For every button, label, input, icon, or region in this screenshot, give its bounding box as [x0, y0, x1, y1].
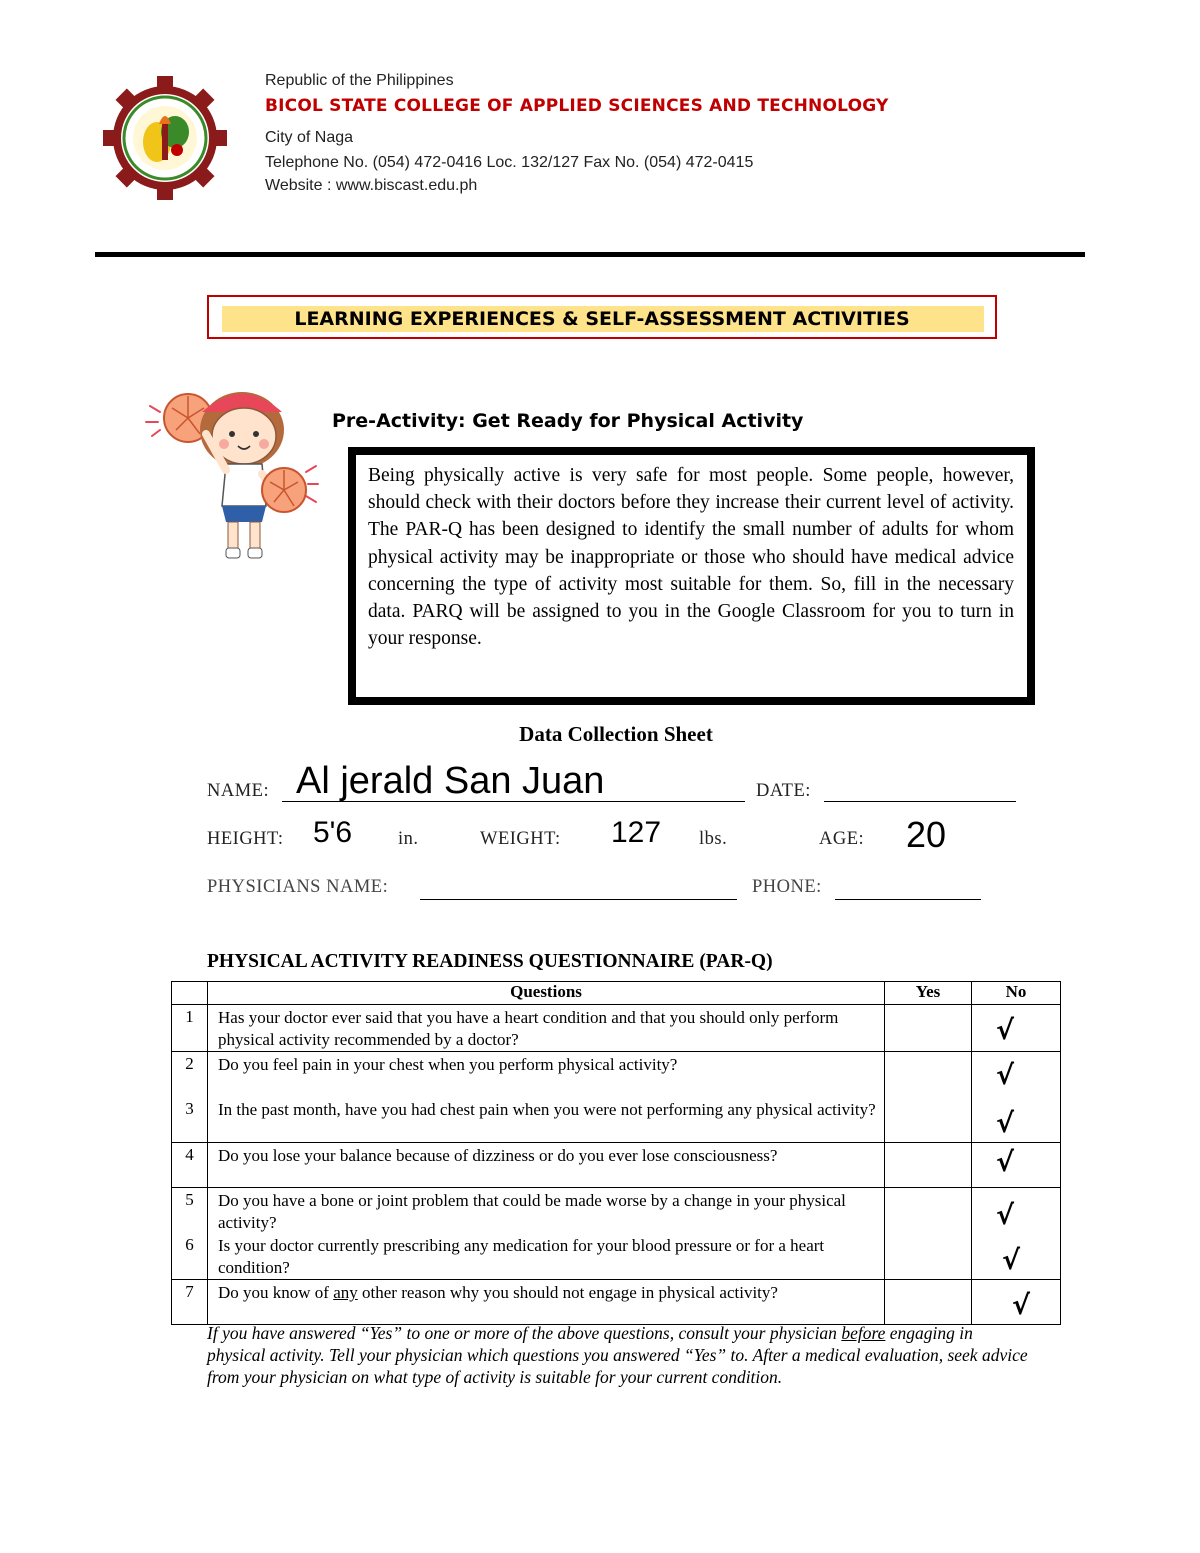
no-answer-cell[interactable] — [972, 1188, 1061, 1280]
website-line: Website : www.biscast.edu.ph — [265, 177, 478, 194]
question-number-cell — [172, 1188, 208, 1280]
check-mark: √ — [996, 1147, 1015, 1178]
yes-column-header: Yes — [885, 982, 972, 1005]
height-field[interactable]: 5'6 — [313, 816, 353, 849]
cheerleader-girl-icon — [140, 378, 320, 564]
table-row — [172, 1143, 1061, 1188]
parq-header-row — [172, 982, 1061, 1005]
name-field[interactable]: Al jerald San Juan — [296, 760, 605, 802]
weight-label: WEIGHT: — [480, 829, 561, 849]
no-answer-cell[interactable] — [972, 1005, 1061, 1052]
phone-underline — [835, 899, 981, 900]
question-text-part: other reason why you should not engage in physical activity? — [357, 1283, 778, 1302]
pre-activity-title: Pre-Activity: Get Ready for Physical Activity — [332, 410, 804, 432]
yes-answer-cell[interactable] — [885, 1052, 972, 1143]
height-label: HEIGHT: — [207, 829, 284, 849]
date-underline — [824, 801, 1016, 802]
no-answer-cell[interactable] — [972, 1280, 1061, 1325]
weight-unit: lbs. — [699, 829, 728, 849]
question-text-cell — [208, 1052, 885, 1143]
question-text-part: Do you know of — [218, 1283, 334, 1302]
city-line: City of Naga — [265, 129, 354, 146]
physician-underline — [420, 899, 737, 900]
question-number: 7 — [172, 1280, 208, 1325]
yes-answer-cell[interactable] — [885, 1005, 972, 1052]
check-mark: √ — [996, 1060, 1015, 1091]
height-unit: in. — [398, 829, 419, 849]
phone-label: PHONE: — [752, 877, 822, 897]
no-column-header: No — [972, 982, 1061, 1005]
check-mark: √ — [996, 1200, 1015, 1231]
yes-answer-cell[interactable] — [885, 1188, 972, 1280]
question-text-cell — [208, 1188, 885, 1280]
note-emphasis: before — [841, 1323, 886, 1343]
question-number: 2 — [185, 1054, 194, 1073]
question-text: Is your doctor currently prescribing any medication for your blood pressure or for a heart condition? — [218, 1236, 825, 1277]
questions-column-header: Questions — [208, 982, 885, 1005]
note-text: engaging in physical activity. Tell your physician which questions you answered “Yes” to. After a medical evaluation, seek advice from your physician on what type of activity is suitable for your current condition. — [207, 1323, 1028, 1387]
question-text: Do you have a bone or joint problem that could be made worse by a change in your physical activity? — [218, 1191, 846, 1232]
question-text-emphasis: any — [333, 1283, 358, 1302]
physician-label: PHYSICIANS NAME: — [207, 877, 389, 897]
yes-answer-cell[interactable] — [885, 1143, 972, 1188]
college-seal-logo — [103, 76, 227, 200]
no-answer-cell[interactable] — [972, 1052, 1061, 1143]
question-text: Has your doctor ever said that you have a heart condition and that you should only perform physical activity recommended by a doctor? — [208, 1005, 885, 1052]
name-label: NAME: — [207, 781, 270, 801]
check-mark: √ — [996, 1015, 1015, 1046]
data-sheet-title: Data Collection Sheet — [519, 722, 713, 746]
question-number: 3 — [185, 1099, 194, 1118]
check-mark: √ — [996, 1108, 1015, 1139]
table-row — [172, 1188, 1061, 1280]
age-field[interactable]: 20 — [906, 814, 947, 855]
no-answer-cell[interactable] — [972, 1143, 1061, 1188]
question-text — [208, 1280, 885, 1325]
question-number: 1 — [172, 1005, 208, 1052]
parq-instruction-note — [207, 1322, 1032, 1388]
date-label: DATE: — [756, 781, 811, 801]
question-text: Do you lose your balance because of dizziness or do you ever lose consciousness? — [208, 1143, 885, 1188]
check-mark: √ — [1012, 1290, 1031, 1321]
weight-field[interactable]: 127 — [611, 816, 662, 849]
section-title: LEARNING EXPERIENCES & SELF-ASSESSMENT ACTIVITIES — [294, 308, 910, 330]
telephone-line: Telephone No. (054) 472-0416 Loc. 132/127 Fax No. (054) 472-0415 — [265, 154, 754, 171]
table-row — [172, 1005, 1061, 1052]
question-text: In the past month, have you had chest pain when you were not performing any physical activity? — [218, 1100, 876, 1119]
question-number: 5 — [185, 1190, 194, 1209]
header-divider — [95, 252, 1085, 257]
republic-line: Republic of the Philippines — [265, 72, 454, 89]
table-row — [172, 1052, 1061, 1143]
parq-table — [171, 981, 1061, 1325]
number-column-header — [172, 982, 208, 1005]
intro-paragraph: Being physically active is very safe for most people. Some people, however, should check with their doctors before they increase their current level of activity. The PAR-Q has been designed to identify the small number of adults for whom physical activity may be inappropriate or those who should have medical advice concerning the type of activity most suitable for them. So, fill in the necessary data. PARQ will be assigned to you in the Google Classroom for you to turn in your response. — [368, 465, 1014, 650]
yes-answer-cell[interactable] — [885, 1280, 972, 1325]
college-name: BICOL STATE COLLEGE OF APPLIED SCIENCES AND TECHNOLOGY — [265, 96, 889, 116]
table-row — [172, 1280, 1061, 1325]
parq-title: PHYSICAL ACTIVITY READINESS QUESTIONNAIRE (PAR-Q) — [207, 951, 773, 972]
check-mark: √ — [1002, 1245, 1021, 1276]
question-number: 6 — [185, 1235, 194, 1254]
age-label: AGE: — [819, 829, 865, 849]
question-number: 4 — [172, 1143, 208, 1188]
question-text: Do you feel pain in your chest when you perform physical activity? — [218, 1055, 678, 1074]
question-number-cell — [172, 1052, 208, 1143]
note-text: If you have answered “Yes” to one or more of the above questions, consult your physician — [207, 1323, 842, 1343]
